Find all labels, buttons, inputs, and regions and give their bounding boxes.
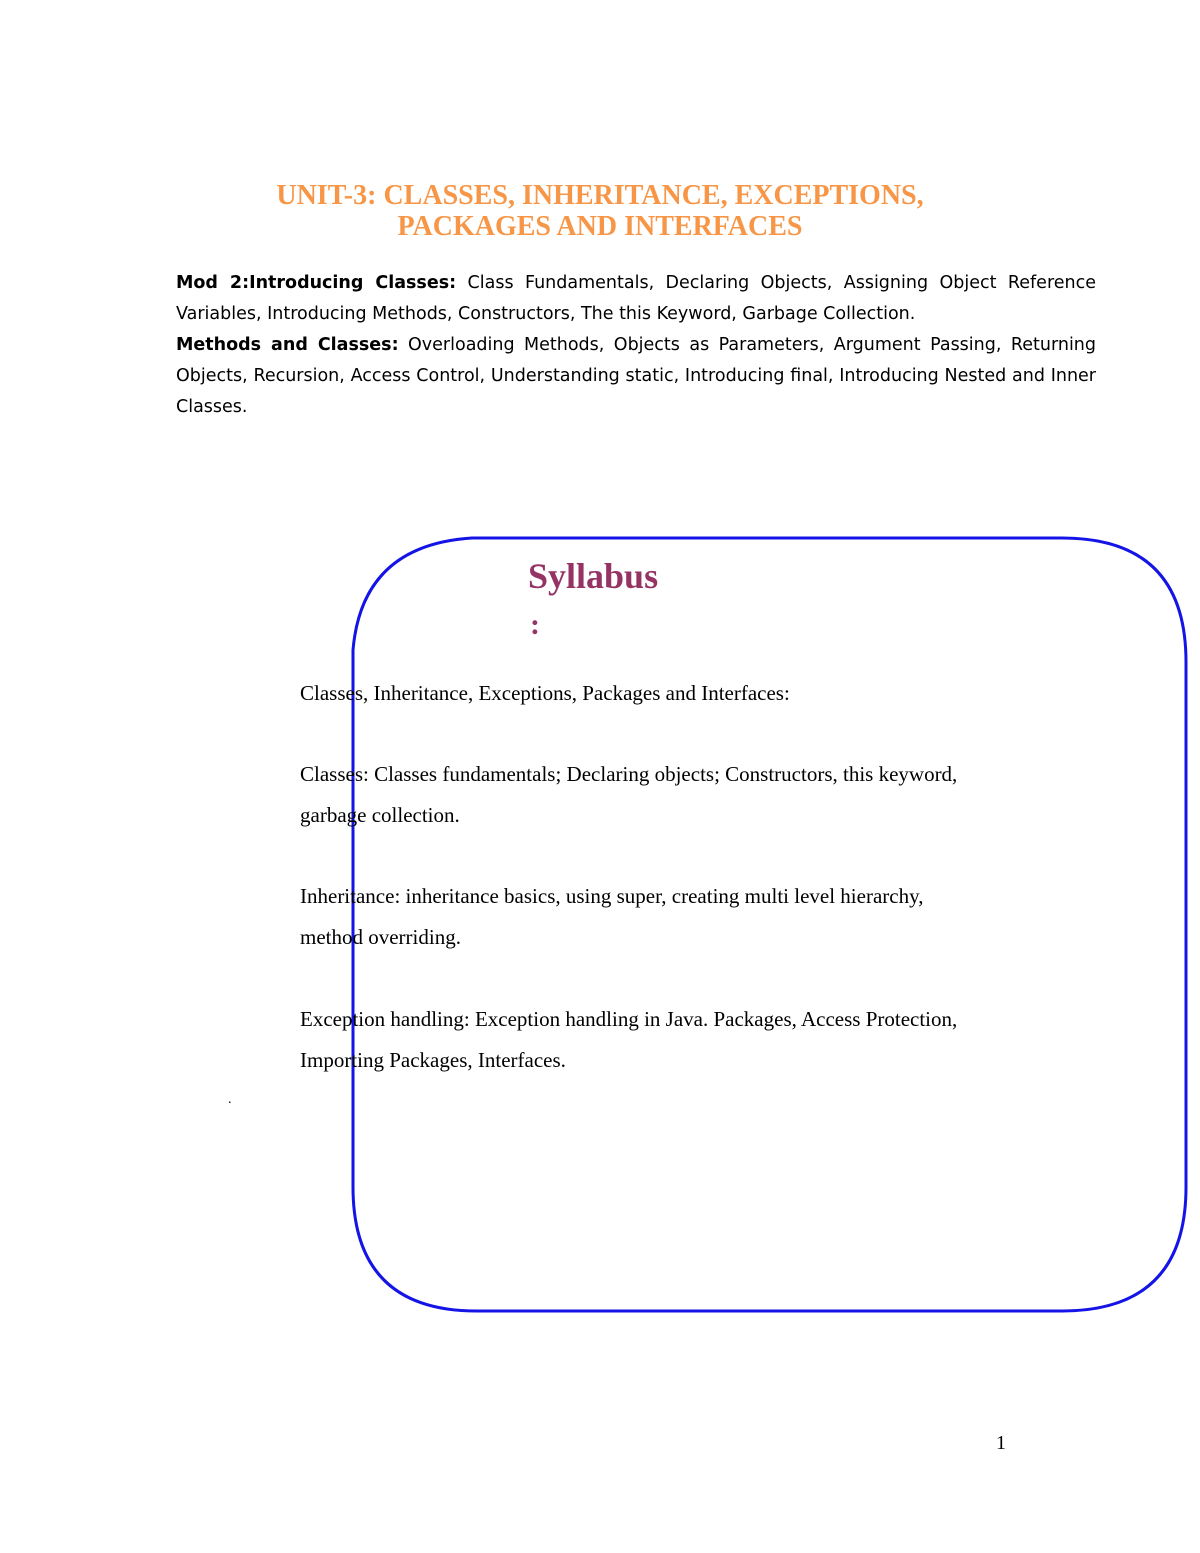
mod-label: Mod 2:Introducing Classes: — [176, 273, 457, 293]
syllabus-colon: : — [530, 608, 540, 641]
methods-label: Methods and Classes: — [176, 335, 399, 355]
unit-title-line-1: UNIT-3: CLASSES, INHERITANCE, EXCEPTIONS, — [276, 180, 924, 211]
unit-title-line-2: PACKAGES AND INTERFACES — [397, 211, 803, 242]
syllabus-line-1: Classes, Inheritance, Exceptions, Packages and Interfaces: — [300, 681, 790, 705]
page-number: 1 — [996, 1432, 1006, 1454]
methods-paragraph — [176, 330, 1096, 423]
syllabus-heading: Syllabus — [528, 556, 659, 596]
mod-text: Class Fundamentals, Declaring Objects, Assigning Object Reference Variables, Introducing Methods, Constructors, The this Keyword, Garbage Collection. — [176, 273, 1097, 324]
syllabus-line-4: Exception handling: Exception handling in Java. Packages, Access Protection, Importing Packages, Interfaces. — [300, 1007, 958, 1072]
intro-section — [176, 268, 1096, 423]
syllabus-line-2: Classes: Classes fundamentals; Declaring objects; Constructors, this keyword, garbage collection. — [300, 762, 958, 827]
mod-paragraph — [176, 268, 1096, 330]
methods-text: Overloading Methods, Objects as Parameters, Argument Passing, Returning Objects, Recursion, Access Control, Understanding static, Introducing final, Introducing Nested and Inner Classes. — [176, 335, 1097, 417]
stray-mark: . — [228, 1092, 232, 1107]
syllabus-line-3: Inheritance: inheritance basics, using super, creating multi level hierarchy, method overriding. — [300, 884, 924, 949]
